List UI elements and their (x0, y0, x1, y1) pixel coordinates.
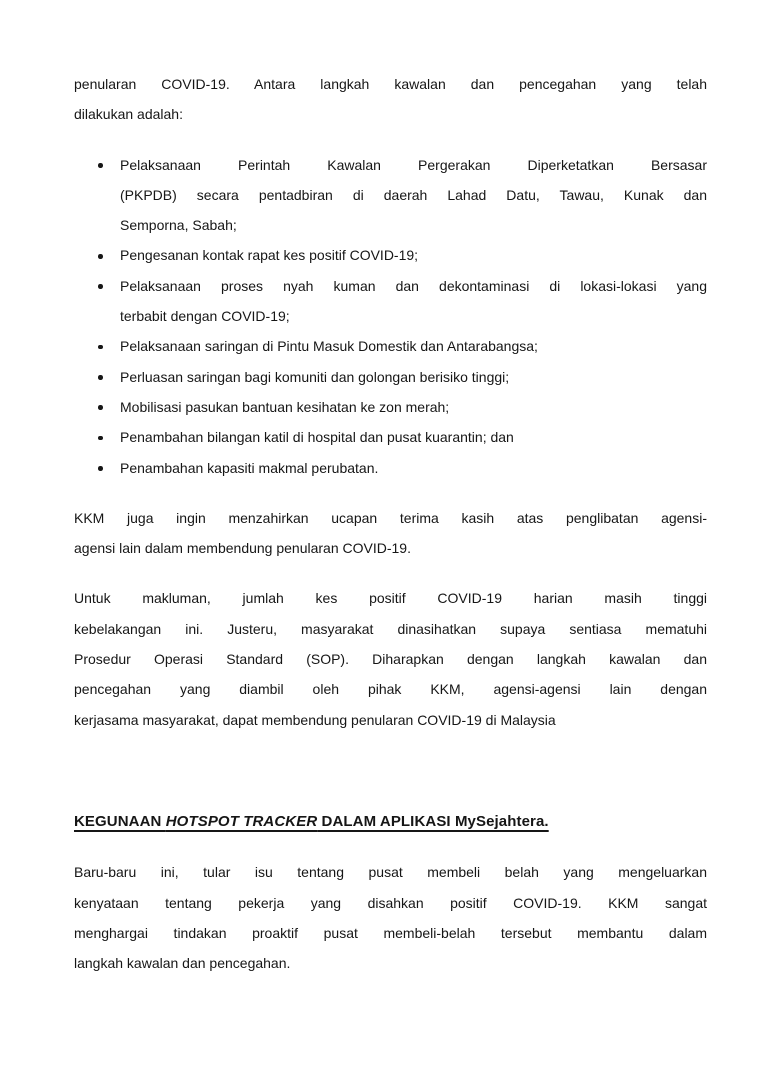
list-item (120, 331, 707, 361)
text-line: terbabit dengan COVID-19; (120, 308, 290, 325)
section-heading (74, 807, 707, 837)
text-line: kerjasama masyarakat, dapat membendung penularan COVID-19 di Malaysia (74, 711, 556, 728)
list-item (120, 362, 707, 392)
text-line: Semporna, Sabah; (120, 217, 237, 234)
text-line: Pelaksanaan Perintah Kawalan Pergerakan Diperketatkan Bersasar (120, 156, 707, 173)
heading-italic-text: HOTSPOT TRACKER (165, 812, 318, 830)
bullet-icon (98, 405, 103, 410)
paragraph-hotspot-tracker (74, 857, 707, 978)
paragraph-intro (74, 69, 707, 130)
text-line: langkah kawalan dan pencegahan. (74, 955, 291, 972)
text-line: penularan COVID-19. Antara langkah kawalan dan pencegahan yang telah (74, 76, 707, 92)
text-line: Pengesanan kontak rapat kes positif COVID-19; (120, 247, 419, 264)
text-line: Untuk makluman, jumlah kes positif COVID-19 harian masih tinggi (74, 590, 707, 607)
text-line: Perluasan saringan bagi komuniti dan golongan berisiko tinggi; (120, 368, 510, 385)
text-line: Baru-baru ini, tular isu tentang pusat membeli belah yang mengeluarkan (74, 864, 707, 881)
list-item (120, 240, 707, 270)
text-line: Penambahan kapasiti makmal perubatan. (120, 459, 379, 476)
bullet-icon (98, 375, 103, 380)
text-line: dilakukan adalah: (74, 106, 183, 123)
list-item (120, 453, 707, 483)
heading-text: DALAM APLIKASI MySejahtera. (317, 812, 549, 830)
bullet-icon (98, 436, 103, 441)
bullet-icon (98, 466, 103, 471)
list-item (120, 422, 707, 452)
bullet-icon (98, 163, 103, 168)
control-measures-list (74, 150, 707, 483)
text-line: (PKPDB) secara pentadbiran di daerah Lahad Datu, Tawau, Kunak dan (120, 186, 707, 203)
bullet-icon (98, 284, 103, 289)
text-line: Penambahan bilangan katil di hospital dan pusat kuarantin; dan (120, 429, 514, 446)
text-line: Mobilisasi pasukan bantuan kesihatan ke zon merah; (120, 398, 450, 415)
text-line: kebelakangan ini. Justeru, masyarakat dinasihatkan supaya sentiasa mematuhi (74, 620, 707, 637)
text-line: KKM juga ingin menzahirkan ucapan terima kasih atas penglibatan agensi- (74, 509, 707, 526)
text-line: Pelaksanaan saringan di Pintu Masuk Domestik dan Antarabangsa; (120, 338, 538, 355)
text-line: kenyataan tentang pekerja yang disahkan positif COVID-19. KKM sangat (74, 894, 707, 911)
text-line: pencegahan yang diambil oleh pihak KKM, agensi-agensi lain dengan (74, 681, 707, 698)
bullet-icon (98, 254, 103, 259)
heading-text: KEGUNAAN (74, 812, 166, 830)
paragraph-advisory (74, 583, 707, 734)
text-line: menghargai tindakan proaktif pusat membeli-belah tersebut membantu dalam (74, 924, 707, 941)
list-item (120, 392, 707, 422)
text-line: agensi lain dalam membendung penularan COVID-19. (74, 540, 411, 557)
bullet-icon (98, 345, 103, 350)
paragraph-acknowledgement (74, 503, 707, 564)
list-item (120, 271, 707, 332)
text-line: Prosedur Operasi Standard (SOP). Diharapkan dengan langkah kawalan dan (74, 651, 707, 668)
list-item (120, 150, 707, 241)
text-line: Pelaksanaan proses nyah kuman dan dekontaminasi di lokasi-lokasi yang (120, 277, 707, 294)
